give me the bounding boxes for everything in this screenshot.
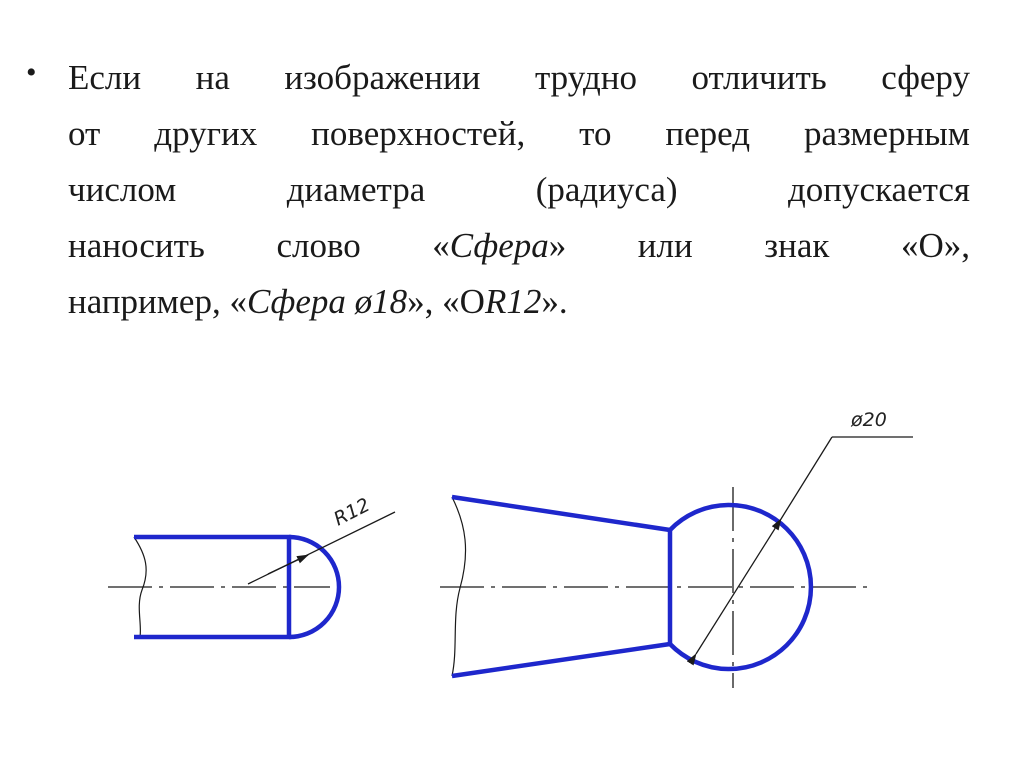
diameter-leader-line — [781, 437, 832, 519]
word: других — [154, 114, 258, 153]
example-prefix: например, « — [68, 282, 247, 321]
word: то — [579, 114, 612, 153]
taper-bottom-edge — [452, 644, 670, 676]
word: от — [68, 114, 101, 153]
word: (радиуса) — [535, 170, 678, 209]
word: размерным — [804, 114, 970, 153]
word: слово — [276, 226, 361, 265]
bullet-point: • — [26, 56, 37, 89]
word: изображении — [284, 58, 481, 97]
quote-open: « — [432, 226, 450, 265]
word: перед — [665, 114, 751, 153]
word: Если — [68, 58, 142, 97]
word: «О», — [900, 226, 970, 265]
sphere-dimension-example: Сфера ø18 — [246, 282, 408, 321]
left-part-drawing — [108, 494, 395, 637]
radius-dimension-example: R12 — [484, 282, 542, 321]
diameter-label: ø20 — [851, 409, 887, 431]
left-radius-label: R12 — [330, 493, 374, 531]
word: числом — [68, 170, 177, 209]
word: наносить — [68, 226, 205, 265]
quote-close: » — [548, 226, 567, 265]
word: поверхностей, — [311, 114, 526, 153]
word: допускается — [788, 170, 970, 209]
word: знак — [764, 226, 830, 265]
word: или — [637, 226, 693, 265]
example-suffix: ». — [541, 282, 568, 321]
word: сферу — [881, 58, 970, 97]
word: отличить — [691, 58, 827, 97]
taper-top-edge — [452, 497, 670, 530]
word: диаметра — [286, 170, 426, 209]
example-middle: », «О — [407, 282, 485, 321]
word: трудно — [534, 58, 638, 97]
right-part-drawing — [440, 409, 913, 688]
sphere-word: Сфера — [449, 226, 549, 265]
word: на — [195, 58, 230, 97]
